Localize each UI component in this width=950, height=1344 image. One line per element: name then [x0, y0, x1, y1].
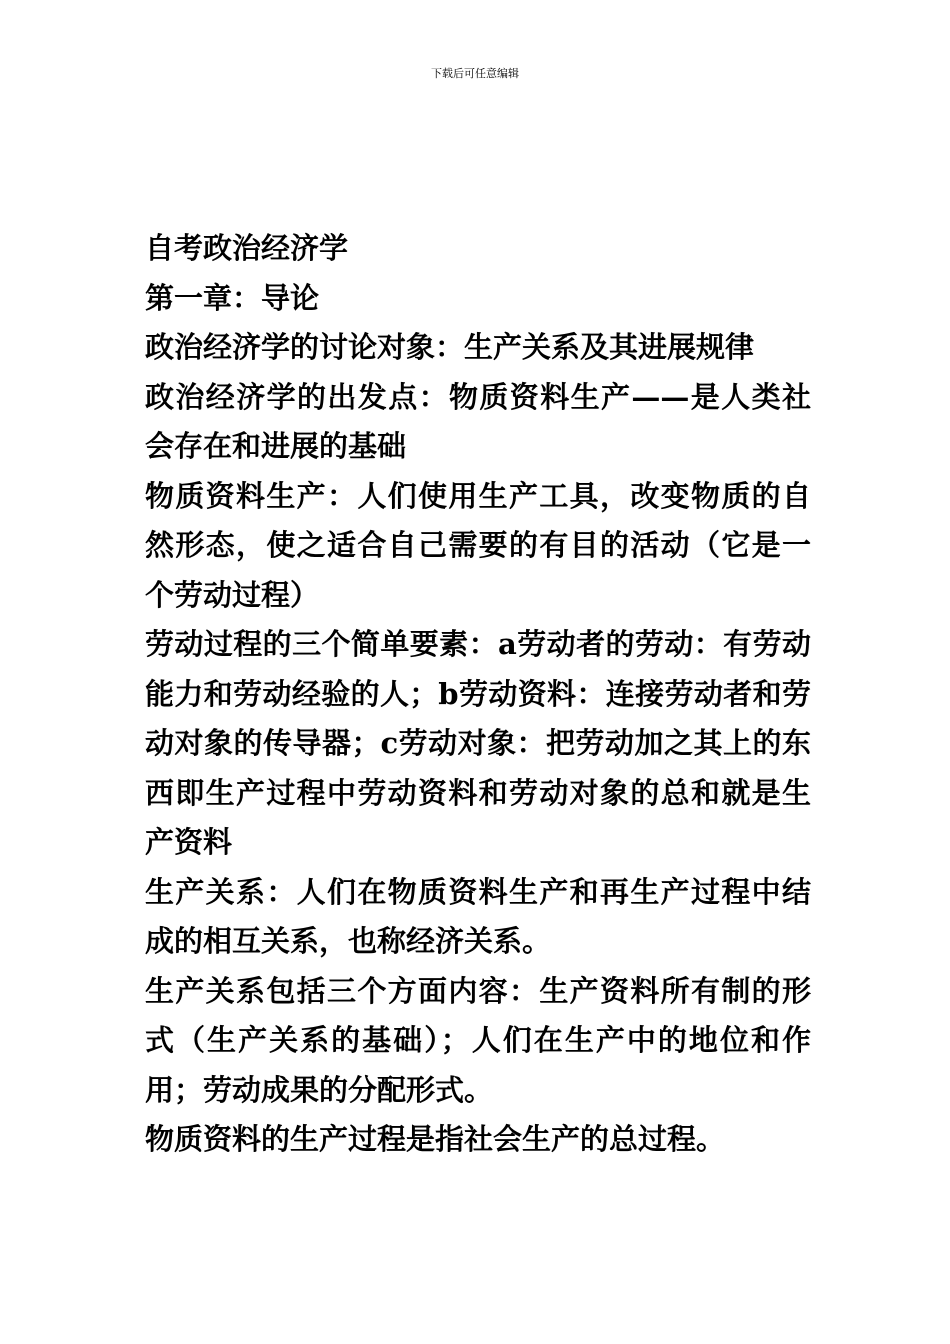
document-title: 自考政治经济学 — [145, 231, 349, 265]
document-body — [145, 224, 811, 1165]
paragraph-material-production: 物质资料生产：人们使用生产工具，改变物质的自然形态，使之适合自己需要的有目的活动（它是一个劳动过程） — [145, 478, 811, 612]
page-header-note: 下载后可任意编辑 — [431, 67, 519, 80]
paragraph-production-relations: 生产关系：人们在物质资料生产和再生产过程中结成的相互关系，也称经济关系。 — [145, 874, 811, 958]
paragraph-relations-content: 生产关系包括三个方面内容：生产资料所有制的形式（生产关系的基础）；人们在生产中的地位和作用；劳动成果的分配形式。 — [145, 973, 811, 1107]
paragraph-production-process: 物质资料的生产过程是指社会生产的总过程。 — [145, 1122, 726, 1156]
paragraph-research-object: 政治经济学的讨论对象：生产关系及其进展规律 — [145, 330, 755, 364]
paragraph-labor-elements: 劳动过程的三个简单要素：a劳动者的劳动：有劳动能力和劳动经验的人；b劳动资料：连接劳动者和劳动对象的传导器；c劳动对象：把劳动加之其上的东西即生产过程中劳动资料和劳动对象的总和就是生产资料 — [145, 627, 811, 859]
chapter-heading: 第一章：导论 — [145, 280, 320, 315]
paragraph-starting-point: 政治经济学的出发点：物质资料生产——是人类社会存在和进展的基础 — [145, 379, 811, 463]
